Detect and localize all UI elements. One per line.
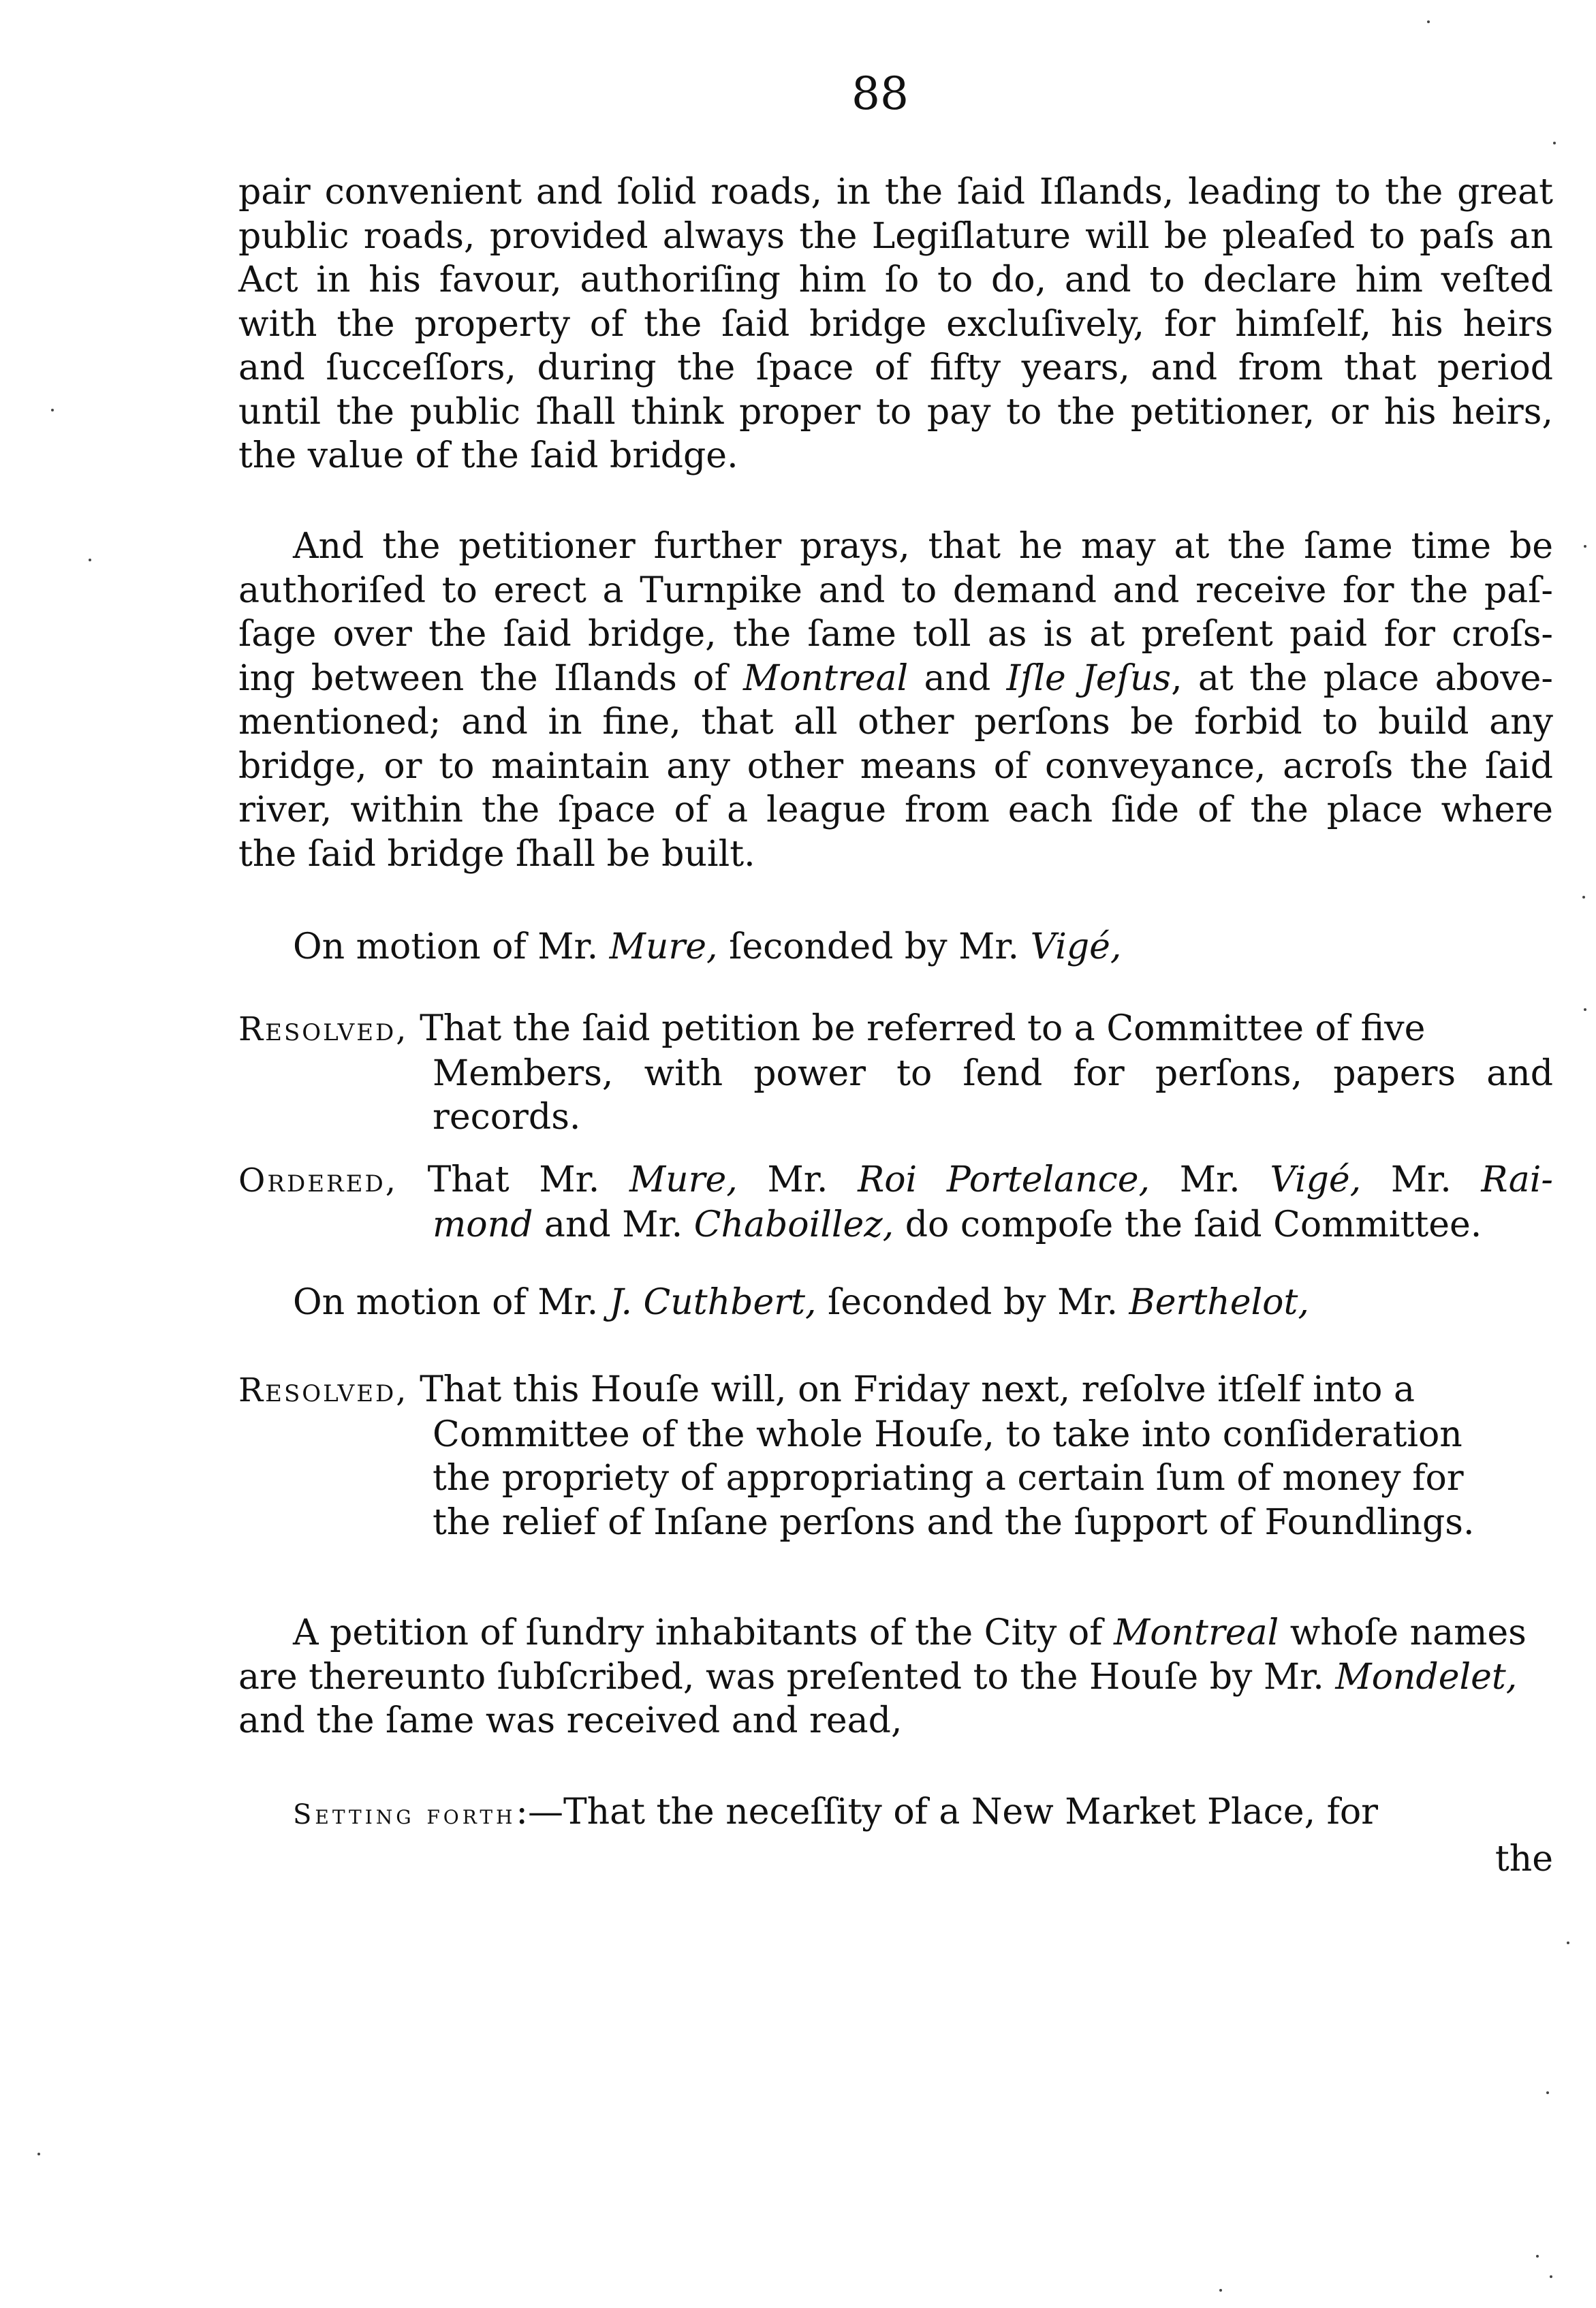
text-run: That the ſaid petition be referred to a Committee of five bbox=[408, 1008, 1426, 1049]
setting-forth-entry bbox=[238, 1790, 1553, 1881]
text-line: public roads, provided always the Legiſlature will be pleaſed to paſs an bbox=[238, 215, 1553, 257]
member-name: Vigé, bbox=[1270, 1159, 1362, 1200]
text-run: Mr. bbox=[1150, 1159, 1270, 1200]
text-line bbox=[238, 1203, 1553, 1247]
text-run: A petition of ſundry inhabitants of the City of bbox=[293, 1612, 1114, 1653]
resolution-entry bbox=[238, 1368, 1553, 1544]
scan-speck bbox=[1536, 2255, 1539, 2258]
scan-speck bbox=[1584, 545, 1586, 548]
text-run: ſeconded by Mr. bbox=[816, 1282, 1129, 1323]
text-line bbox=[238, 1007, 1553, 1052]
text-run: On motion of Mr. bbox=[293, 926, 610, 967]
motion-entry bbox=[293, 925, 1553, 969]
text-run: and bbox=[908, 657, 1007, 699]
ordered-lead: Ordered, bbox=[238, 1161, 398, 1200]
paragraph-petitioner-prays bbox=[238, 525, 1553, 876]
text-run: :—That the neceſſity of a New Market Place, for bbox=[516, 1792, 1379, 1833]
page-number: 88 bbox=[851, 67, 909, 120]
place-name-montreal: Montreal bbox=[742, 657, 909, 699]
text-line: and the ſame was received and read, bbox=[238, 1700, 903, 1741]
text-run: ſeconded by Mr. bbox=[717, 926, 1031, 967]
catchword: the bbox=[1495, 1838, 1553, 1880]
member-name: Mure, bbox=[609, 926, 718, 967]
scan-speck bbox=[1550, 2275, 1552, 2278]
text-line bbox=[293, 1281, 1553, 1325]
text-run: and Mr. bbox=[533, 1204, 694, 1245]
text-line: the propriety of appropriating a certain ſum of money for bbox=[433, 1458, 1464, 1499]
place-name-isle-jesus: Iſle Jeſus bbox=[1006, 657, 1172, 699]
text-line: mentioned; and in fine, that all other perſons be forbid to build any bbox=[238, 702, 1553, 743]
text-line: Members, with power to ſend for perſons, papers and records. bbox=[433, 1052, 1553, 1138]
member-name: Mondelet, bbox=[1335, 1656, 1518, 1698]
text-run: are thereunto ſubſcribed, was preſented to the Houſe by Mr. bbox=[238, 1656, 1336, 1698]
text-run: That Mr. bbox=[397, 1159, 629, 1200]
text-run: ing between the Iſlands of bbox=[238, 657, 743, 699]
setting-forth-lead: Setting forth bbox=[293, 1799, 516, 1830]
text-run: , at the place above- bbox=[1171, 657, 1553, 699]
text-line bbox=[238, 1655, 1553, 1700]
paragraph-bridge-continuation bbox=[238, 170, 1553, 478]
resolved-lead: Resolved, bbox=[238, 1010, 409, 1048]
text-run: whoſe names bbox=[1279, 1612, 1527, 1653]
text-run: On motion of Mr. bbox=[293, 1282, 610, 1323]
place-name-montreal: Montreal bbox=[1114, 1612, 1279, 1653]
text-line: And the petitioner further prays, that he may at the ſame time be bbox=[293, 526, 1553, 567]
scan-speck bbox=[1553, 142, 1556, 144]
petition-entry bbox=[238, 1611, 1553, 1743]
scan-speck bbox=[1582, 896, 1585, 899]
text-line bbox=[238, 1368, 1553, 1413]
scan-speck bbox=[1584, 1008, 1586, 1011]
text-line bbox=[238, 1158, 1553, 1203]
text-line: until the public ſhall think proper to pay to the petitioner, or his heirs, bbox=[238, 391, 1553, 433]
scan-speck bbox=[1219, 2289, 1222, 2292]
scan-speck bbox=[89, 559, 91, 561]
text-line bbox=[238, 1790, 1553, 1837]
text-line: the relief of Inſane perſons and the ſupport of Foundlings. bbox=[433, 1501, 1475, 1543]
scan-speck bbox=[51, 409, 54, 411]
member-name: Rai- bbox=[1481, 1159, 1553, 1200]
motion-entry bbox=[293, 1281, 1553, 1325]
text-line bbox=[293, 925, 1553, 969]
text-line: ſage over the ſaid bridge, the ſame toll as is at preſent paid for croſs- bbox=[238, 614, 1553, 655]
text-line: the value of the ſaid bridge. bbox=[238, 435, 738, 476]
text-line: authoriſed to erect a Turnpike and to demand and receive for the paſ- bbox=[238, 570, 1553, 611]
text-line bbox=[238, 1611, 1553, 1655]
scan-speck bbox=[1546, 2091, 1549, 2094]
text-line bbox=[238, 657, 1553, 701]
resolved-lead: Resolved, bbox=[238, 1371, 409, 1409]
text-line: river, within the ſpace of a league from each ſide of the place where bbox=[238, 790, 1553, 830]
text-run: Mr. bbox=[1361, 1159, 1482, 1200]
member-name: Berthelot, bbox=[1129, 1282, 1309, 1323]
text-line: Committee of the whole Houſe, to take into conſideration bbox=[433, 1414, 1462, 1455]
text-line: bridge, or to maintain any other means of conveyance, acroſs the ſaid bbox=[238, 745, 1553, 787]
resolution-entry bbox=[238, 1007, 1553, 1140]
text-line: pair convenient and ſolid roads, in the ſaid Iſlands, leading to the great bbox=[238, 172, 1553, 213]
text-line: the ſaid bridge ſhall be built. bbox=[238, 833, 755, 875]
member-name: Vigé, bbox=[1030, 926, 1122, 967]
member-name: mond bbox=[433, 1204, 533, 1245]
scan-speck bbox=[1567, 1941, 1569, 1944]
text-line: and ſucceſſors, during the ſpace of fifty years, and from that period bbox=[238, 347, 1553, 388]
member-name: J. Cuthbert, bbox=[609, 1282, 817, 1323]
member-name: Chaboillez, bbox=[693, 1204, 894, 1245]
order-entry bbox=[238, 1158, 1553, 1247]
text-line: with the property of the ſaid bridge excluſively, for himſelf, his heirs bbox=[238, 303, 1553, 345]
text-run: That this Houſe will, on Friday next, reſolve itſelf into a bbox=[408, 1369, 1415, 1410]
text-run: Mr. bbox=[737, 1159, 858, 1200]
text-line: Act in his favour, authoriſing him ſo to do, and to declare him veſted bbox=[238, 260, 1553, 300]
scan-speck bbox=[37, 2153, 40, 2155]
text-run: do compoſe the ſaid Committee. bbox=[894, 1204, 1482, 1245]
member-name: Mure, bbox=[629, 1159, 738, 1200]
scan-speck bbox=[1427, 20, 1430, 23]
member-name: Roi Portelance, bbox=[858, 1159, 1151, 1200]
